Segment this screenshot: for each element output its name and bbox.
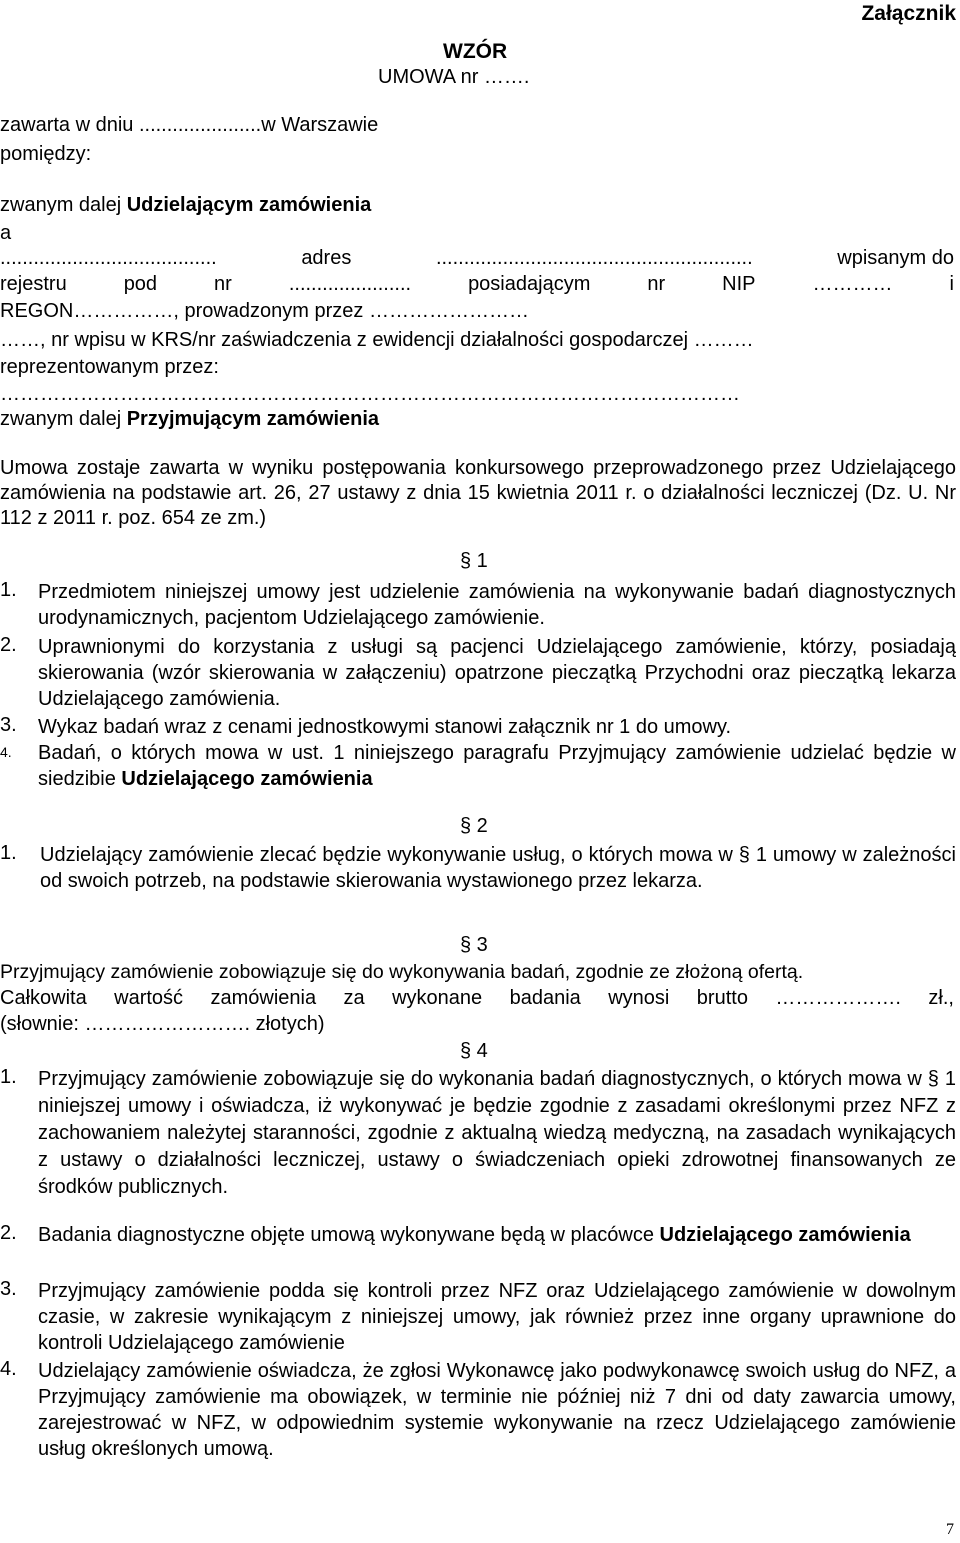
s4-item-3: 3. Przyjmujący zamówienie podda się kontroli przez NFZ oraz Udzielającego zamówienie w dowolnym czasie, w zakresie wynikającym z niniejszej umowy, jak również przez inne organy uprawnione do kontroli Udzielającego zamówienie [0,1278,956,1354]
intro-line-date: zawarta w dniu ......................w Warszawie [0,114,379,136]
s3-paragraph-1: Przyjmujący zamówienie zobowiązuje się do wykonywania badań, zgodnie ze złożoną ofertą. [0,961,804,983]
s1-item-1: 1. Przedmiotem niniejszej umowy jest udzielenie zamówienia na wykonywanie badań diagnostycznych urodynamicznych, pacjentom Udzielającego zamówienie. [0,579,956,629]
intro-line-dots: ………………………………………………………………………………………………… [0,383,740,405]
s1-item-3: 3. Wykaz badań wraz z cenami jednostkowymi stanowi załącznik nr 1 do umowy. [0,714,732,738]
section-1-heading: § 1 [460,550,488,572]
intro-line-represented: reprezentowanym przez: [0,356,219,378]
s1-item-4: 4. Badań, o których mowa w ust. 1 niniejszego paragrafu Przyjmujący zamówienie udzielać będzie w siedzibie Udzielającego zamówienia [0,742,956,790]
preamble: Umowa zostaje zawarta w wyniku postępowania konkursowego przeprowadzonego przez Udzielającego zamówienia na podstawie art. 26, 27 ustawy z dnia 15 kwietnia 2011 r. o działalności leczniczej (Dz. U. Nr 112 z 2011 r. poz. 654 ze zm.) [0,457,956,529]
document-title: UMOWA nr ……. [378,66,530,88]
section-3-heading: § 3 [460,934,488,956]
s4-item-1: 1. Przyjmujący zamówienie zobowiązuje się do wykonania badań diagnostycznych, o których mowa w § 1 niniejszej umowy i oświadcza, iż wykonywać je będzie zgodnie z zasadami określonymi przez NFZ z zachowaniem należytej staranności, zgodnie z aktualną wiedzą medyczną, na zasadach wynikających z ustawy o działalności leczniczej, ustawy o świadczeniach opieki zdrowotnej finansowanych ze środków publicznych. [0,1066,956,1198]
s3-paragraph-2: Całkowita wartość zamówienia za wykonane badania wynosi brutto ………………. zł., [0,987,954,1009]
s1-item-2: 2. Uprawnionymi do korzystania z usługi są pacjenci Udzielającego zamówienie, którzy, posiadają skierowania (wzór skierowania w załączeniu) opatrzone pieczątką Przychodni oraz pieczątką lekarza Udzielającego zamówienia. [0,634,956,710]
intro-line-between: pomiędzy: [0,143,92,165]
attachment-label: Załącznik [861,2,956,25]
s2-item-1: 1. Udzielający zamówienie zlecać będzie wykonywanie usług, o których mowa w § 1 umowy w zależności od swoich potrzeb, na podstawie skierowania wystawionego przez lekarza. [0,842,956,892]
intro-line-register: rejestru pod nr ...................... posiadającym nr NIP ………… i [0,273,954,295]
wzor-label: WZÓR [443,40,508,63]
s4-item-4: 4. Udzielający zamówienie oświadcza, że zgłosi Wykonawcę jako podwykonawcę swoich usług do NFZ, a Przyjmujący zamówienie ma obowiązek, w terminie nie później niż 7 dni od daty zawarcia umowy, zarejestrować w NFZ, w odpowiednim systemie wykonywanie na rzecz Udzielającego zamówienie usług określonych umową. [0,1358,956,1460]
intro-line-and: a [0,222,12,244]
intro-line-krs: ……, nr wpisu w KRS/nr zaświadczenia z ewidencji działalności gospodarczej ……… [0,329,754,351]
section-4-heading: § 4 [460,1040,488,1062]
section-2-heading: § 2 [460,815,488,837]
s4-item-2: 2. Badania diagnostyczne objęte umową wykonywane będą w placówce Udzielającego zamówienia [0,1222,911,1246]
intro-line-ordering-party: zwanym dalej Udzielającym zamówienia [0,194,372,216]
page-number: 7 [946,1521,954,1538]
intro-line-accepting-party: zwanym dalej Przyjmującym zamówienia [0,408,380,430]
s3-paragraph-3: (słownie: ……………………. złotych) [0,1013,325,1035]
intro-line-address: ....................................... adres ......................................................... wpisanym do [0,247,954,269]
intro-line-regon: REGON……………, prowadzonym przez …………………… [0,300,529,322]
